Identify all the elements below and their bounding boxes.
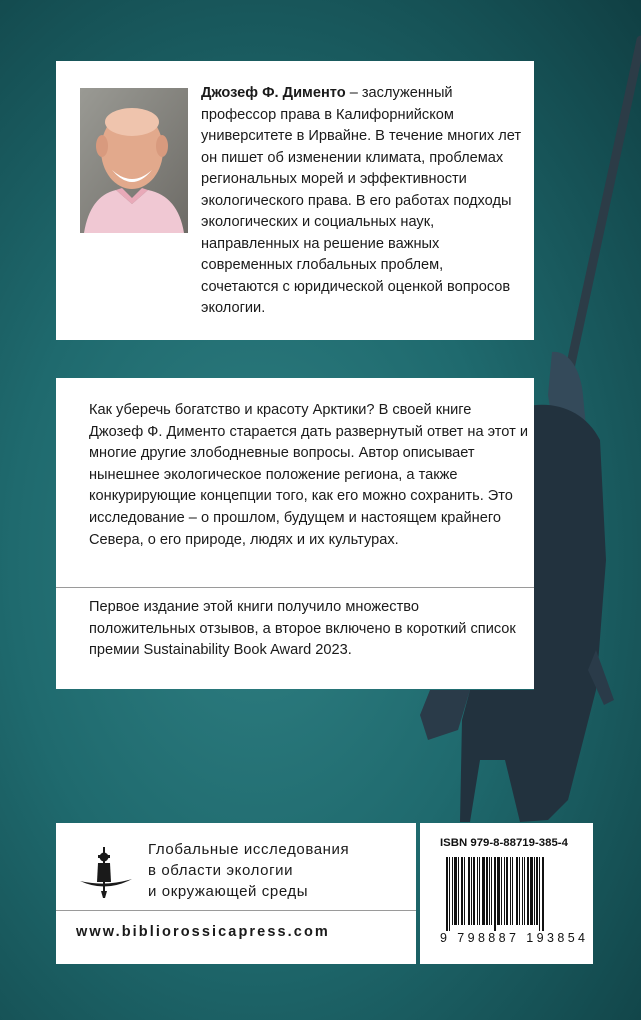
author-name: Джозеф Ф. Дименто bbox=[201, 85, 346, 101]
publisher-website[interactable]: www.bibliorossicapress.com bbox=[76, 924, 330, 940]
book-description: Как уберечь богатство и красоту Арктики? В своей книге Джозеф Ф. Дименто старается дать развернутый ответ на этот и многие другие злободневные вопросы. Автор описывает нынешнее экологическое положение региона, а также конкурирующие концепции того, как его можно сохранить. Это исследование – о прошлом, будущем и настоящем крайнего Севера, о его природе, людях и их культурах. bbox=[89, 402, 528, 548]
barcode-bar bbox=[458, 857, 459, 925]
isbn-panel bbox=[420, 823, 593, 964]
series-title bbox=[148, 839, 408, 902]
barcode-bar bbox=[519, 857, 520, 925]
barcode bbox=[440, 857, 585, 945]
barcode-bar bbox=[471, 857, 472, 925]
series-line-1: Глобальные исследования bbox=[148, 841, 350, 858]
barcode-bar bbox=[489, 857, 490, 925]
barcode-bar bbox=[506, 857, 508, 925]
barcode-bar bbox=[461, 857, 463, 925]
barcode-bar bbox=[449, 857, 450, 931]
barcode-bar bbox=[539, 857, 540, 931]
barcode-bar bbox=[468, 857, 470, 925]
barcode-bar bbox=[510, 857, 511, 925]
barcode-bar bbox=[534, 857, 535, 925]
barcode-bar bbox=[522, 857, 523, 925]
barcode-bar bbox=[530, 857, 533, 925]
barcode-bar bbox=[524, 857, 525, 925]
barcode-bar bbox=[542, 857, 544, 931]
barcode-bar bbox=[473, 857, 475, 925]
barcode-bar bbox=[454, 857, 457, 925]
series-panel bbox=[56, 823, 416, 964]
author-panel bbox=[56, 61, 534, 340]
isbn-label: ISBN 979-8-88719-385-4 bbox=[440, 837, 568, 849]
barcode-bar bbox=[482, 857, 485, 925]
author-bio-text: – заслуженный профессор права в Калифорнийском университете в Ирвайне. В течение многих лет он пишет об изменении климата, проблемах региональных морей и эффективности экологического права. В его работах подходы экологических и социальных наук, направленных на решение важных современных глобальных проблем, сочетаются с юридической оценкой вопросов экологии. bbox=[201, 85, 522, 316]
barcode-bar bbox=[536, 857, 538, 925]
barcode-bar bbox=[479, 857, 480, 925]
barcode-bar bbox=[504, 857, 505, 925]
barcode-bar bbox=[486, 857, 488, 925]
barcode-bar bbox=[497, 857, 500, 925]
barcode-digits: 9 798887 193854 bbox=[440, 931, 585, 945]
description-divider bbox=[56, 587, 534, 588]
barcode-bar bbox=[464, 857, 465, 925]
barcode-bar bbox=[491, 857, 492, 925]
barcode-bar bbox=[446, 857, 448, 931]
barcode-bar bbox=[516, 857, 518, 925]
description-panel bbox=[56, 378, 534, 689]
barcode-bar bbox=[527, 857, 529, 925]
barcode-bar bbox=[452, 857, 453, 925]
series-line-3: и окружающей среды bbox=[148, 883, 309, 900]
barcode-bar bbox=[512, 857, 513, 925]
barcode-bar bbox=[501, 857, 502, 925]
barcode-bar bbox=[477, 857, 478, 925]
award-note: Первое издание этой книги получило множество положительных отзывов, а второе включено в короткий список премии Sustainability Book Award 2023. bbox=[89, 599, 516, 659]
kayak-rower-icon bbox=[78, 845, 134, 899]
series-divider bbox=[56, 910, 416, 911]
barcode-bar bbox=[494, 857, 496, 931]
series-line-2: в области экологии bbox=[148, 862, 294, 879]
author-photo bbox=[80, 88, 188, 233]
author-bio bbox=[201, 83, 523, 320]
